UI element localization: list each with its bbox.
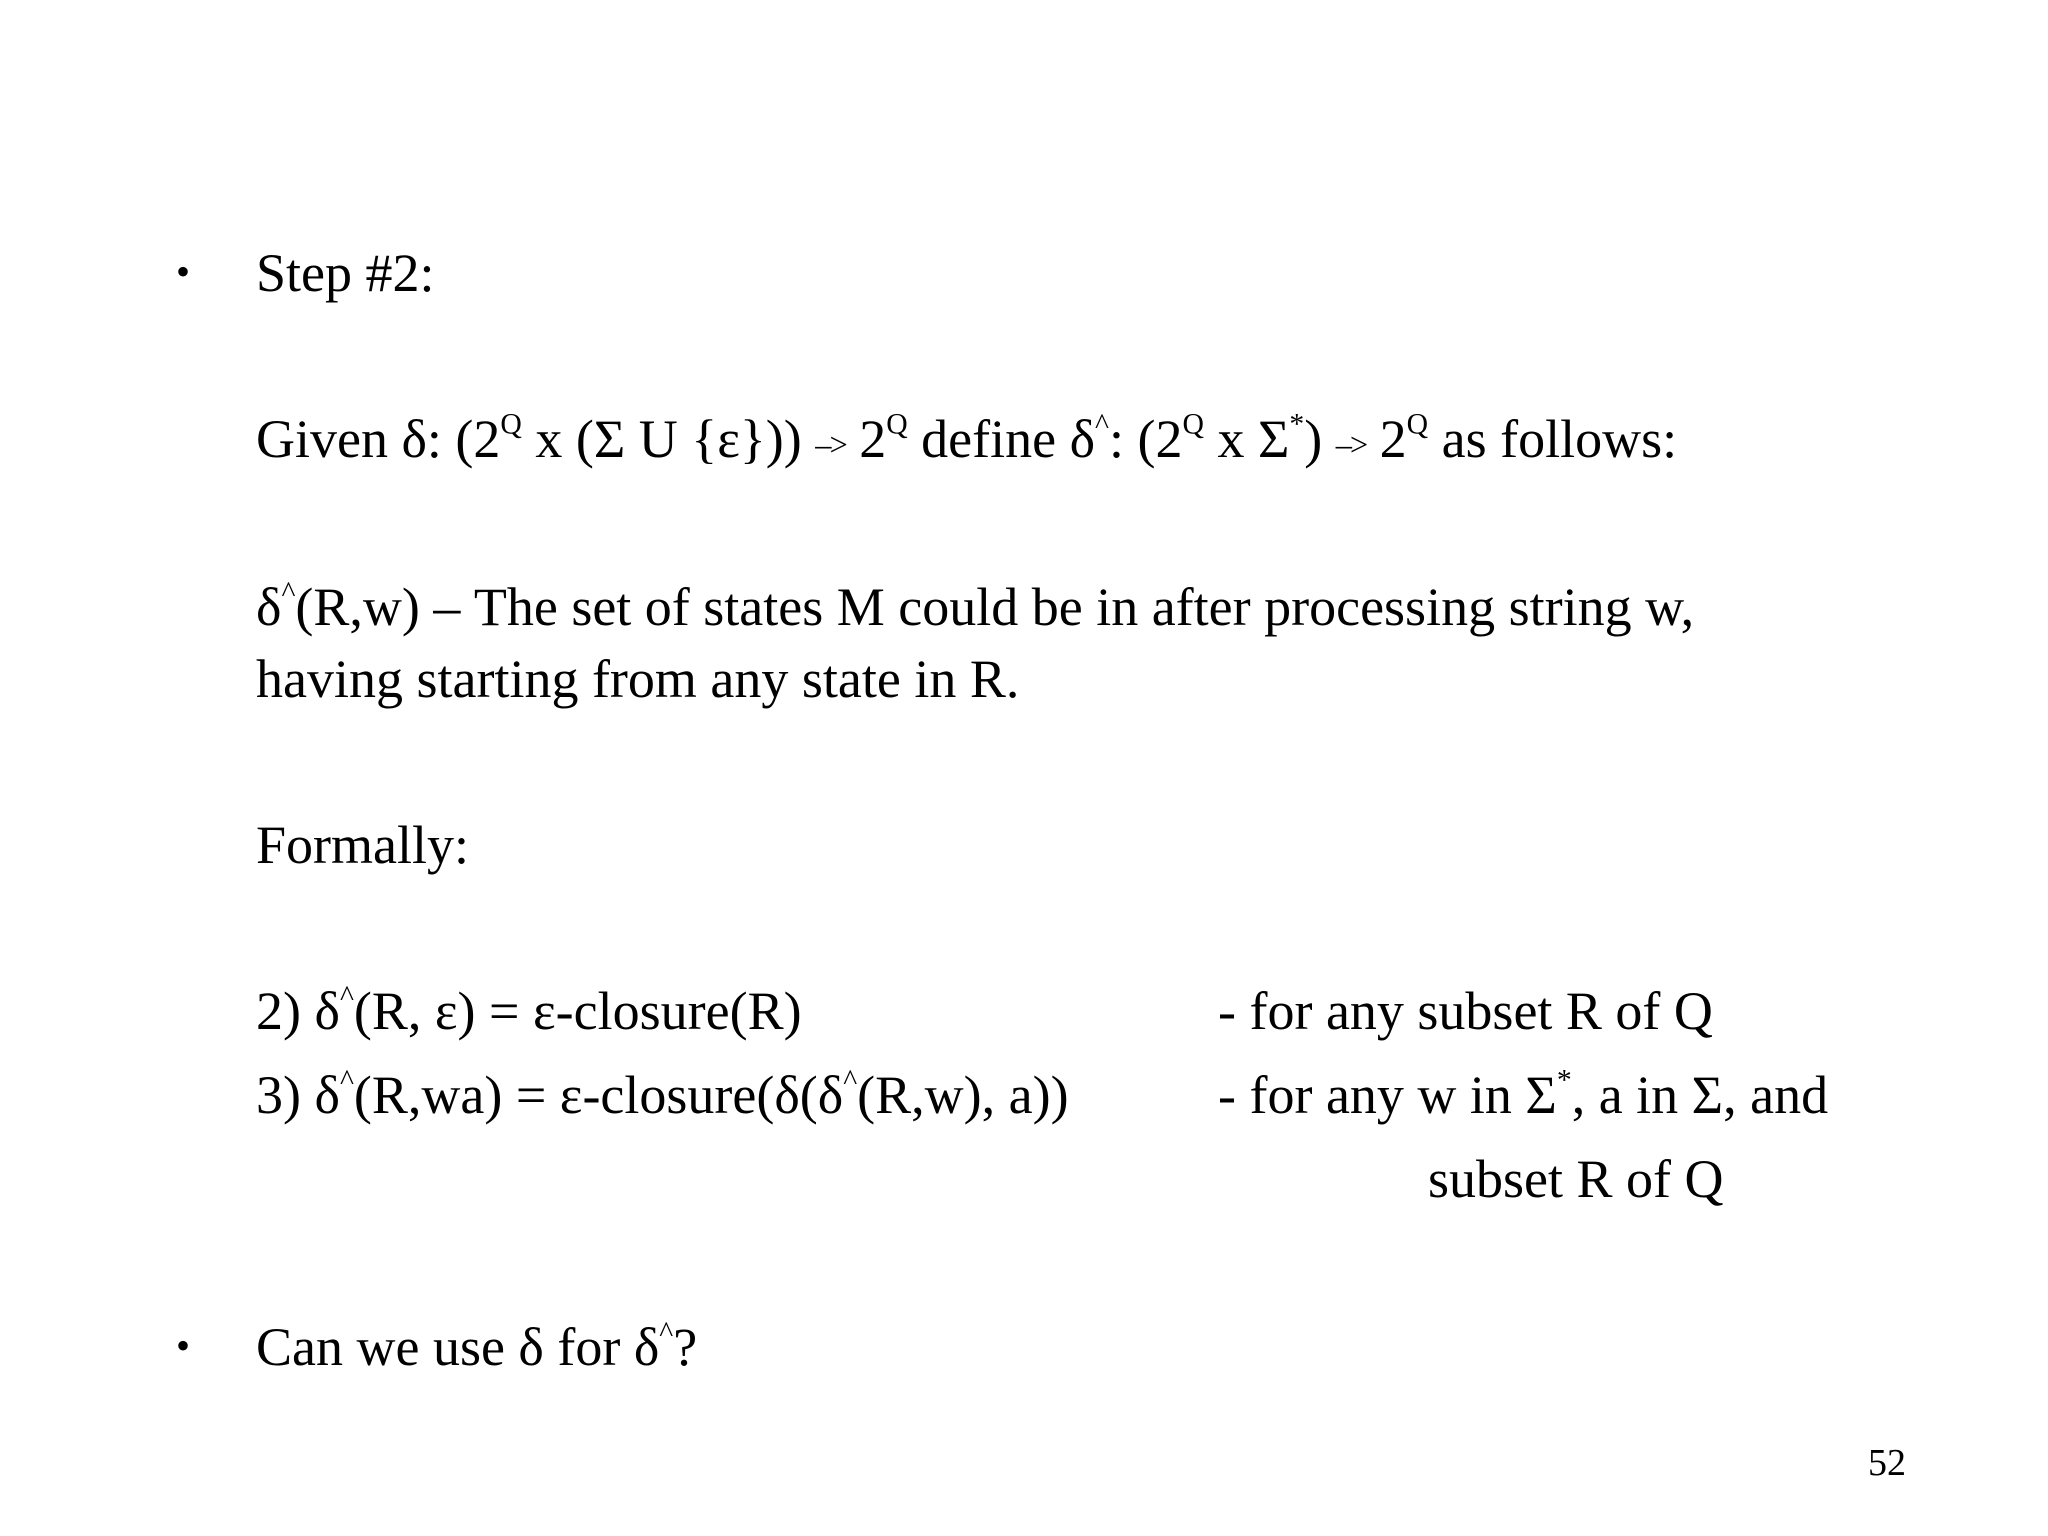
arrow-symbol: –>	[815, 427, 846, 464]
given-text: : (2	[1108, 409, 1183, 469]
description-text: (R,w) – The set of states M could be in after processing string w,	[295, 577, 1695, 637]
given-text: Given δ: (2	[256, 409, 501, 469]
given-text: 2	[1366, 409, 1407, 469]
description-line-2: having starting from any state in R.	[256, 649, 1020, 709]
bullet-marker: •	[176, 249, 191, 294]
superscript: ^	[339, 980, 354, 1013]
rule-2-condition: - for any subset R of Q	[1218, 981, 1713, 1041]
step-heading: Step #2:	[256, 243, 435, 303]
description-text: δ	[256, 577, 282, 637]
superscript: ^	[1095, 408, 1109, 441]
given-text: as follows:	[1428, 409, 1678, 469]
formally-label: Formally:	[256, 815, 469, 875]
page-number: 52	[1868, 1442, 1906, 1484]
condition-text: , a in Σ, and	[1571, 1065, 1829, 1125]
superscript: ^	[339, 1064, 354, 1097]
formula-text: 2) δ	[256, 981, 340, 1041]
rule-2-formula	[256, 980, 802, 1041]
given-text: 2	[845, 409, 887, 469]
given-text: define δ	[907, 409, 1096, 469]
superscript: *	[1289, 408, 1305, 441]
given-text: )	[1304, 409, 1336, 469]
superscript: Q	[1406, 408, 1429, 441]
superscript: ^	[659, 1316, 674, 1349]
bullet-marker: •	[176, 1323, 191, 1368]
arrow-symbol: –>	[1335, 427, 1367, 464]
formula-text: (R,w), a))	[857, 1065, 1069, 1125]
rule-3-formula	[256, 1064, 1069, 1125]
superscript: ^	[843, 1064, 858, 1097]
condition-text: - for any w in Σ	[1218, 1065, 1557, 1125]
superscript: Q	[500, 408, 522, 441]
given-definition-line	[256, 408, 1678, 469]
formula-text: (R,wa) = ε-closure(δ(δ	[353, 1065, 844, 1125]
superscript: Q	[1182, 408, 1204, 441]
question-text: Can we use δ for δ	[256, 1317, 660, 1377]
given-text: x Σ	[1203, 409, 1290, 469]
superscript: Q	[886, 408, 908, 441]
given-text: x (Σ U {ε}))	[521, 409, 816, 469]
description-line-1	[256, 576, 1695, 637]
superscript: ^	[281, 576, 296, 609]
formula-text: (R, ε) = ε-closure(R)	[353, 981, 802, 1041]
question-line	[256, 1316, 698, 1377]
rule-3-condition	[1218, 1064, 1829, 1125]
superscript: *	[1556, 1064, 1572, 1097]
formula-text: 3) δ	[256, 1065, 340, 1125]
rule-3-condition-continued: subset R of Q	[1428, 1149, 1724, 1209]
question-text: ?	[673, 1317, 698, 1377]
